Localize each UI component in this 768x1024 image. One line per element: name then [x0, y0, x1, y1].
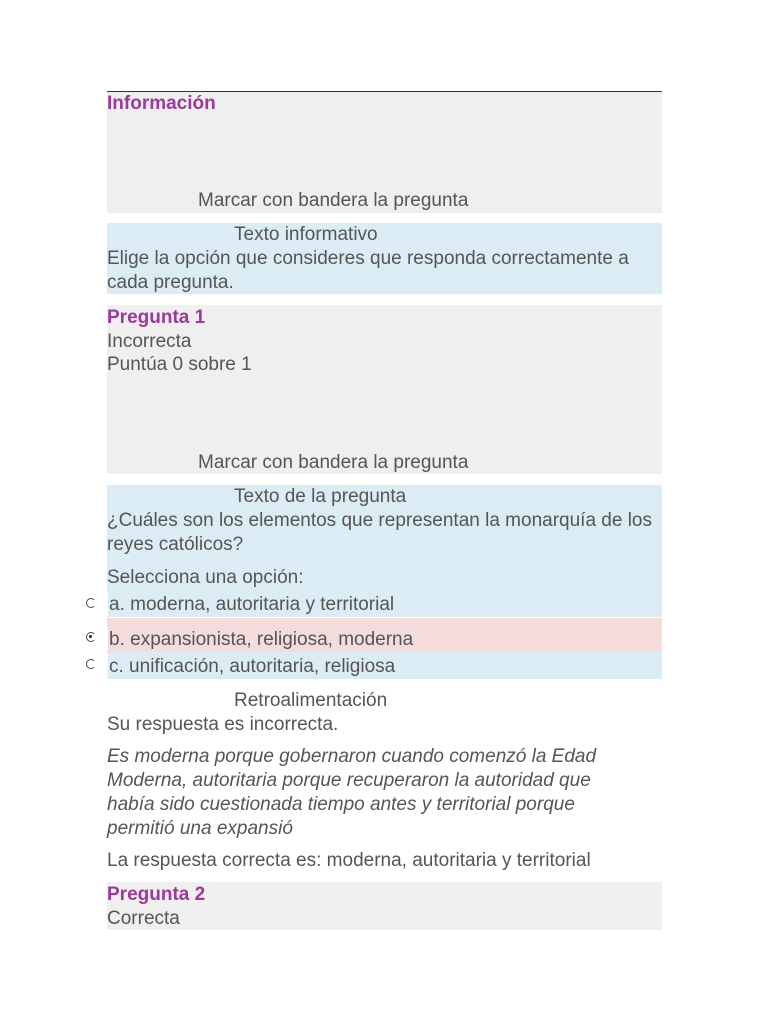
- flag-question-link[interactable]: Marcar con bandera la pregunta: [198, 190, 469, 211]
- question1-heading: Pregunta 1: [107, 307, 206, 328]
- option-a-radio-area: [84, 593, 108, 616]
- answer-prompt: Selecciona una opción:: [107, 567, 304, 588]
- feedback-result: Su respuesta es incorrecta.: [107, 714, 339, 735]
- option-a-radio[interactable]: [86, 598, 96, 608]
- flag-question-link[interactable]: Marcar con bandera la pregunta: [198, 452, 469, 473]
- option-b-radio-area: [84, 627, 108, 650]
- option-c-radio-area: [84, 654, 108, 677]
- info-text-body: Elige la opción que consideres que responda correctamente a cada pregunta.: [107, 248, 629, 293]
- option-a-label[interactable]: a. moderna, autoritaria y territorial: [109, 594, 395, 615]
- info-text-heading: Texto informativo: [234, 224, 378, 245]
- question1-status: Incorrecta: [107, 331, 192, 352]
- question2-status: Correcta: [107, 908, 180, 929]
- question1-text: ¿Cuáles son los elementos que representan la monarquía de los reyes católicos?: [107, 510, 652, 555]
- feedback-explanation: Es moderna porque gobernaron cuando comenzó la Edad Moderna, autoritaria porque recuperaron la autoridad que había sido cuestionada tiempo antes y territorial porque permitió una expansió: [107, 746, 597, 839]
- question1-score: Puntúa 0 sobre 1: [107, 354, 252, 375]
- question1-text-heading: Texto de la pregunta: [234, 486, 407, 507]
- question2-heading: Pregunta 2: [107, 884, 206, 905]
- option-b-label[interactable]: b. expansionista, religiosa, moderna: [109, 629, 414, 650]
- feedback-heading: Retroalimentación: [234, 690, 388, 711]
- info-heading: Información: [107, 93, 216, 114]
- option-c-radio[interactable]: [86, 659, 96, 669]
- correct-answer: La respuesta correcta es: moderna, autoritaria y territorial: [107, 850, 591, 871]
- option-b-radio[interactable]: [86, 632, 96, 642]
- option-c-label[interactable]: c. unificación, autoritaria, religiosa: [109, 656, 396, 677]
